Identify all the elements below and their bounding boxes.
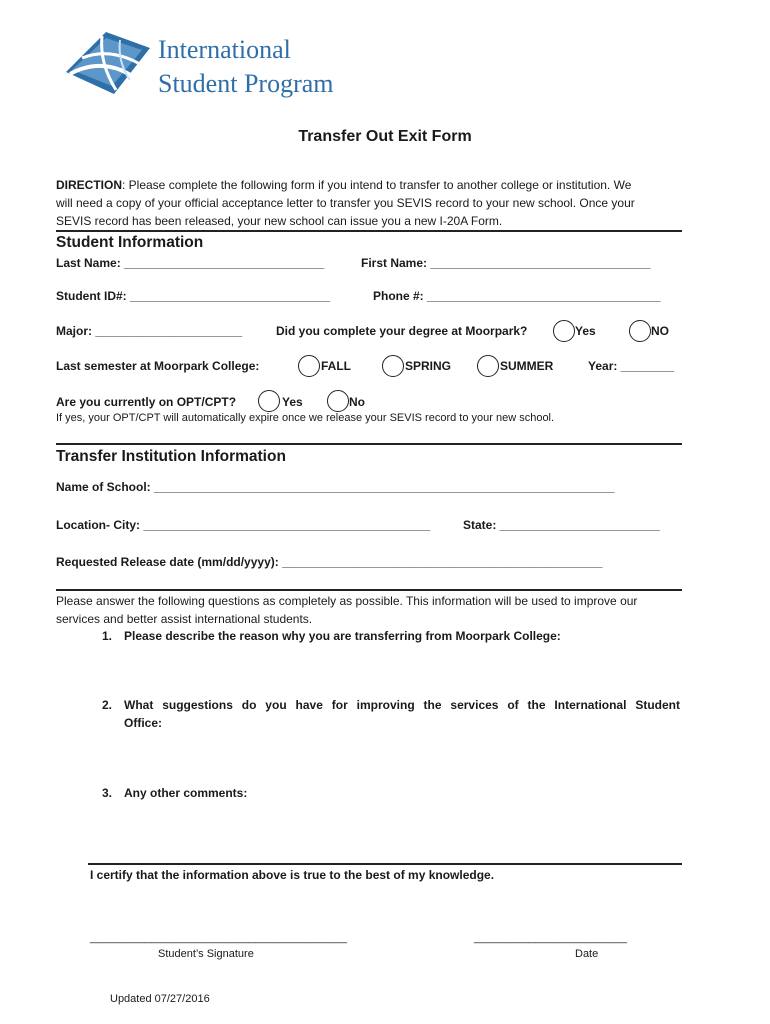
logo-line-1: International xyxy=(158,35,291,64)
isp-globe-logo-icon xyxy=(62,28,152,96)
city-field[interactable]: Location- City: ___________________________________________ xyxy=(56,518,431,532)
school-name-field[interactable]: Name of School: _____________________________________________________________________ xyxy=(56,480,615,494)
degree-question: Did you complete your degree at Moorpark? xyxy=(276,324,528,338)
direction-line-3: SEVIS record has been released, your new school can issue you a new I-20A Form. xyxy=(56,214,503,228)
release-date-field[interactable]: Requested Release date (mm/dd/yyyy): ________________________________________________ xyxy=(56,555,603,569)
signature-line[interactable]: __________________________________________ xyxy=(90,932,347,944)
date-label: Date xyxy=(575,948,599,960)
date-line[interactable]: _________________________ xyxy=(474,932,627,944)
semester-label: Last semester at Moorpark College: xyxy=(56,359,260,373)
opt-note: If yes, your OPT/CPT will automatically expire once we release your SEVIS record to your new school. xyxy=(56,412,555,424)
direction-paragraph xyxy=(56,176,682,230)
opt-yes-radio[interactable] xyxy=(258,390,280,412)
section-divider xyxy=(56,230,682,232)
direction-label: DIRECTION xyxy=(56,178,122,192)
question-2 xyxy=(102,696,680,732)
spring-label: SPRING xyxy=(405,359,452,373)
direction-line-1: : Please complete the following form if you intend to transfer to another college or institution. We xyxy=(122,178,632,192)
student-id-field[interactable]: Student ID#: ______________________________ xyxy=(56,289,331,303)
first-name-field[interactable]: First Name: _________________________________ xyxy=(361,256,651,270)
section-divider xyxy=(56,589,682,591)
major-field[interactable]: Major: ______________________ xyxy=(56,324,243,338)
question-1 xyxy=(102,627,682,645)
year-field[interactable]: Year: ________ xyxy=(588,359,675,373)
section-divider xyxy=(56,443,682,445)
question-1-number: 1. xyxy=(102,629,113,643)
student-info-heading: Student Information xyxy=(56,234,204,251)
direction-line-2: will need a copy of your official acceptance letter to transfer you SEVIS record to your new school. Once your xyxy=(56,196,635,210)
question-2-number: 2. xyxy=(102,698,113,712)
question-3 xyxy=(102,784,682,802)
page-title: Transfer Out Exit Form xyxy=(298,128,472,145)
degree-no-label: NO xyxy=(651,324,669,338)
questions-intro-line-1: Please answer the following questions as completely as possible. This information will be used to improve our xyxy=(56,594,638,608)
state-field[interactable]: State: ________________________ xyxy=(463,518,660,532)
opt-question: Are you currently on OPT/CPT? xyxy=(56,395,237,409)
opt-yes-label: Yes xyxy=(282,395,303,409)
transfer-info-heading: Transfer Institution Information xyxy=(56,448,286,465)
phone-field[interactable]: Phone #: ___________________________________ xyxy=(373,289,661,303)
question-2-line-1: What suggestions do you have for improving the services of the International Student xyxy=(124,698,680,712)
summer-label: SUMMER xyxy=(500,359,554,373)
degree-yes-label: Yes xyxy=(575,324,596,338)
question-1-text: Please describe the reason why you are transferring from Moorpark College: xyxy=(124,629,561,643)
opt-no-label: No xyxy=(349,395,365,409)
summer-radio[interactable] xyxy=(477,355,499,377)
questions-intro-line-2: services and better assist international students. xyxy=(56,612,313,626)
last-name-field[interactable]: Last Name: ______________________________ xyxy=(56,256,325,270)
degree-yes-radio[interactable] xyxy=(553,320,575,342)
updated-date: Updated 07/27/2016 xyxy=(110,993,210,1005)
question-2-line-2: Office: xyxy=(124,716,163,730)
certify-statement: I certify that the information above is true to the best of my knowledge. xyxy=(90,868,495,882)
logo-line-2: Student Program xyxy=(158,69,334,98)
spring-radio[interactable] xyxy=(382,355,404,377)
degree-no-radio[interactable] xyxy=(629,320,651,342)
opt-no-radio[interactable] xyxy=(327,390,349,412)
fall-radio[interactable] xyxy=(298,355,320,377)
certify-divider xyxy=(88,863,682,865)
question-3-text: Any other comments: xyxy=(124,786,248,800)
question-3-number: 3. xyxy=(102,786,113,800)
signature-label: Student’s Signature xyxy=(158,948,254,960)
fall-label: FALL xyxy=(321,359,351,373)
questions-intro xyxy=(56,592,682,628)
